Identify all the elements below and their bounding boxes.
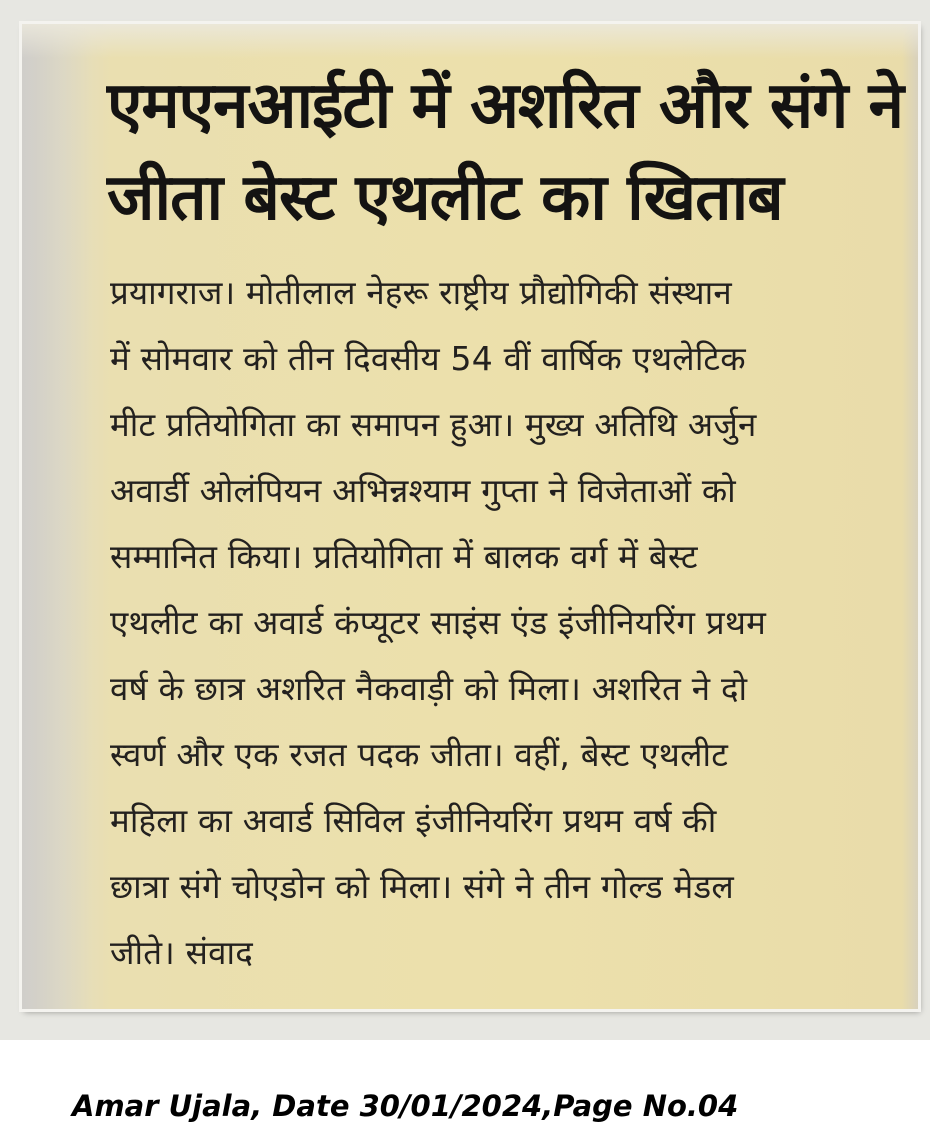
newspaper-clipping [22,24,918,1009]
body-line-8: स्वर्ण और एक रजत पदक जीता। वहीं, बेस्ट एथलीट [110,735,729,774]
body-line-2: में सोमवार को तीन दिवसीय 54 वीं वार्षिक एथलेटिक [110,339,746,378]
body-line-4: अवार्डी ओलंपियन अभिन्नश्याम गुप्ता ने विजेताओं को [110,471,736,510]
body-line-6: एथलीट का अवार्ड कंप्यूटर साइंस एंड इंजीनियरिंग प्रथम [110,603,767,642]
headline-line-2: जीता बेस्ट एथलीट का खिताब [107,161,783,235]
article-body [110,260,870,986]
paper-top-edge [22,24,918,58]
source-caption: Amar Ujala, Date 30/01/2024,Page No.04 [72,1089,739,1123]
body-line-3: मीट प्रतियोगिता का समापन हुआ। मुख्य अतिथि अर्जुन [110,405,757,444]
body-line-9: महिला का अवार्ड सिविल इंजीनियरिंग प्रथम वर्ष की [110,801,717,840]
body-line-5: सम्मानित किया। प्रतियोगिता में बालक वर्ग में बेस्ट [110,537,698,576]
headline-line-1: एमएनआईटी में अशरित और संगे ने [107,69,904,143]
body-line-7: वर्ष के छात्र अशरित नैकवाड़ी को मिला। अशरित ने दो [110,669,748,708]
body-line-10: छात्रा संगे चोएडोन को मिला। संगे ने तीन गोल्ड मेडल [110,867,734,906]
article-headline [107,60,904,244]
page-gutter-shade [22,24,92,1009]
body-line-1: प्रयागराज। मोतीलाल नेहरू राष्ट्रीय प्रौद्योगिकी संस्थान [110,273,732,312]
body-line-11: जीते। संवाद [110,933,253,972]
